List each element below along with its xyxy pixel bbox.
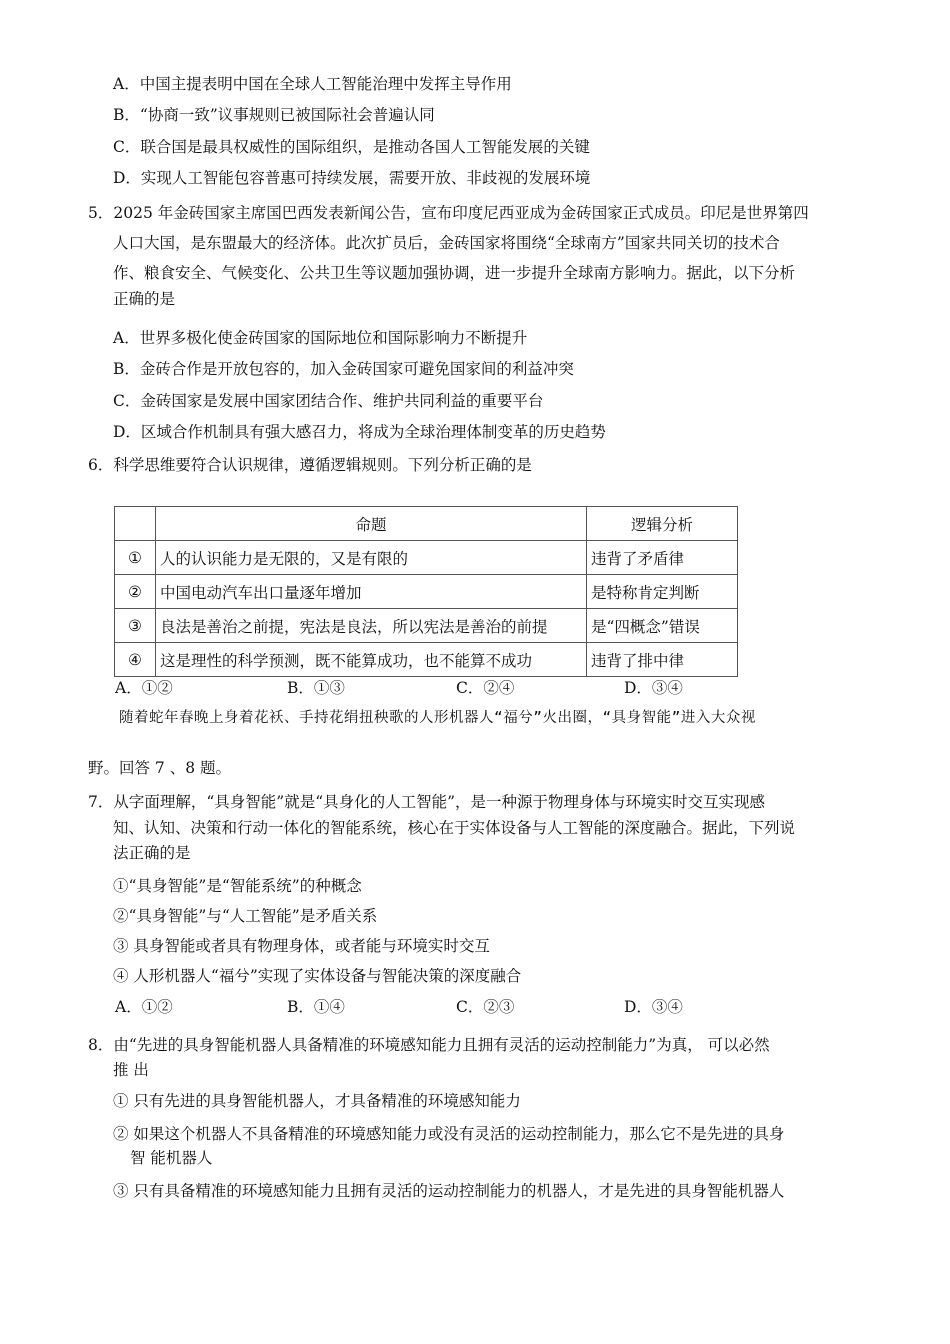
q7-choice-a: A．①② xyxy=(115,998,173,1016)
q7-choice-b: B．①④ xyxy=(287,998,345,1016)
table-row xyxy=(115,643,738,677)
q4-option-d: D．实现人工智能包容普惠可持续发展，需要开放、非歧视的发展环境 xyxy=(113,169,591,187)
table-header-row xyxy=(115,507,738,541)
q8-item-3: ③ 只有具备精准的环境感知能力且拥有灵活的运动控制能力的机器人，才是先进的具身智能机器人 xyxy=(113,1182,785,1200)
q7-item-1: ①“具身智能”是“智能系统”的种概念 xyxy=(113,877,362,895)
q7-item-3: ③ 具身智能或者具有物理身体，或者能与环境实时交互 xyxy=(113,937,490,955)
q7-stem-line-3: 法正确的是 xyxy=(113,844,191,862)
q5-stem-line-2: 人口大国，是东盟最大的经济体。此次扩员后，金砖国家将围绕“全球南方”国家共同关切的技术合 xyxy=(113,234,780,252)
q6-choice-b: B．①③ xyxy=(287,679,345,697)
passage-line-2: 野。回答 7 、8 题。 xyxy=(88,759,232,777)
table-row xyxy=(115,609,738,643)
q7-item-4: ④ 人形机器人“福兮”实现了实体设备与智能决策的深度融合 xyxy=(113,967,522,985)
table-row xyxy=(115,541,738,575)
q8-stem-line-2: 推 出 xyxy=(113,1061,149,1079)
q4-option-c: C．联合国是最具权威性的国际组织，是推动各国人工智能发展的关键 xyxy=(113,138,590,156)
q4-option-b: B．“协商一致”议事规则已被国际社会普遍认同 xyxy=(113,106,435,124)
q6-choice-a: A．①② xyxy=(115,679,173,697)
table-row xyxy=(115,575,738,609)
row-number: ④ xyxy=(115,643,156,677)
q7-choice-d: D．③④ xyxy=(624,998,683,1016)
q7-stem-line-2: 知、认知、决策和行动一体化的智能系统，核心在于实体设备与人工智能的深度融合。据此，下列说 xyxy=(113,819,796,837)
row-number: ② xyxy=(115,575,156,609)
table-header-analysis: 逻辑分析 xyxy=(587,507,738,541)
passage-line-1: 随着蛇年春晚上身着花袄、手持花绢扭秧歌的人形机器人“福兮”火出圈，“具身智能”进入大众视 xyxy=(119,710,756,726)
logic-analysis-table xyxy=(114,506,738,677)
q5-stem-line-1: 5．2025 年金砖国家主席国巴西发表新闻公告，宣布印度尼西亚成为金砖国家正式成员。印尼是世界第四 xyxy=(88,204,809,222)
q5-option-c: C．金砖国家是发展中国家团结合作、维护共同利益的重要平台 xyxy=(113,392,544,410)
q5-option-a: A．世界多极化使金砖国家的国际地位和国际影响力不断提升 xyxy=(113,329,528,347)
q5-stem-line-3: 作、粮食安全、气候变化、公共卫生等议题加强协调，进一步提升全球南方影响力。据此，以下分析 xyxy=(113,264,796,282)
q7-choice-c: C．②③ xyxy=(456,998,515,1016)
row-analysis: 违背了排中律 xyxy=(587,643,738,677)
table-header-cell xyxy=(115,507,156,541)
q7-item-2: ②“具身智能”与“人工智能”是矛盾关系 xyxy=(113,907,378,925)
row-analysis: 是“四概念”错误 xyxy=(587,609,738,643)
q6-choice-c: C．②④ xyxy=(456,679,515,697)
row-number: ① xyxy=(115,541,156,575)
q6-choice-d: D．③④ xyxy=(624,679,683,697)
row-proposition: 人的认识能力是无限的，又是有限的 xyxy=(156,541,587,575)
row-proposition: 这是理性的科学预测，既不能算成功，也不能算不成功 xyxy=(156,643,587,677)
q8-item-2: ② 如果这个机器人不具备精准的环境感知能力或没有灵活的运动控制能力，那么它不是先进的具身 xyxy=(113,1125,785,1143)
q8-stem-line-1: 8．由“先进的具身智能机器人具备精准的环境感知能力且拥有灵活的运动控制能力”为真， 可以必然 xyxy=(88,1036,770,1054)
row-analysis: 是特称肯定判断 xyxy=(587,575,738,609)
row-analysis: 违背了矛盾律 xyxy=(587,541,738,575)
row-number: ③ xyxy=(115,609,156,643)
table-header-proposition: 命题 xyxy=(156,507,587,541)
q6-stem: 6．科学思维要符合认识规律，遵循逻辑规则。下列分析正确的是 xyxy=(88,456,532,474)
q8-item-2-cont: 智 能机器人 xyxy=(130,1149,213,1167)
q5-option-b: B．金砖合作是开放包容的，加入金砖国家可避免国家间的利益冲突 xyxy=(113,360,574,378)
q7-stem-line-1: 7．从字面理解，“具身智能”就是“具身化的人工智能”，是一种源于物理身体与环境实时交互实现感 xyxy=(88,793,766,811)
row-proposition: 中国电动汽车出口量逐年增加 xyxy=(156,575,587,609)
q8-item-1: ① 只有先进的具身智能机器人，才具备精准的环境感知能力 xyxy=(113,1092,521,1110)
q5-option-d: D．区域合作机制具有强大感召力，将成为全球治理体制变革的历史趋势 xyxy=(113,423,606,441)
q4-option-a: A．中国主提表明中国在全球人工智能治理中发挥主导作用 xyxy=(113,75,512,93)
q5-stem-line-4: 正确的是 xyxy=(113,290,176,308)
row-proposition: 良法是善治之前提，宪法是良法，所以宪法是善治的前提 xyxy=(156,609,587,643)
